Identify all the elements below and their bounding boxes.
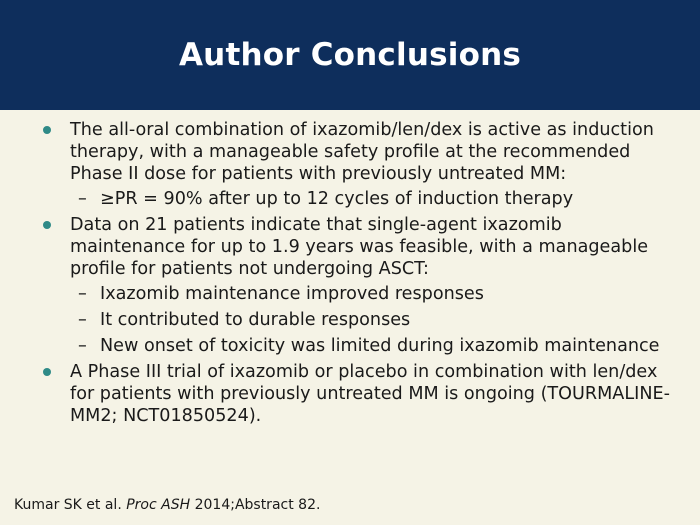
- title-banner: [0, 0, 700, 110]
- sub-bullet-item: [40, 283, 680, 305]
- bullet-dot-icon: [43, 221, 51, 229]
- dash-icon: –: [78, 310, 87, 330]
- citation-footer: [14, 497, 320, 513]
- sub-bullet-item: [40, 335, 680, 357]
- bullet-text: Data on 21 patients indicate that single-agent ixazomib maintenance for up to 1.9 years was feasible, with a manageable profile for patients not undergoing ASCT:: [70, 215, 649, 279]
- sub-bullet-text: ≥PR = 90% after up to 12 cycles of induction therapy: [100, 189, 574, 209]
- dash-icon: –: [78, 189, 87, 209]
- citation-authors: Kumar SK et al.: [14, 497, 122, 513]
- bullet-text: A Phase III trial of ixazomib or placebo in combination with len/dex for patients with previously untreated MM is ongoing (TOURMALINE-MM2; NCT01850524).: [70, 362, 670, 426]
- bullet-dot-icon: [43, 126, 51, 134]
- sub-bullet-text: Ixazomib maintenance improved responses: [100, 284, 484, 304]
- bullet-dot-icon: [43, 368, 51, 376]
- bullet-item: [40, 214, 680, 280]
- bullet-item: [40, 119, 680, 185]
- sub-bullet-item: [40, 188, 680, 210]
- sub-bullet-text: New onset of toxicity was limited during ixazomib maintenance: [100, 336, 660, 356]
- citation-details: 2014;Abstract 82.: [194, 497, 321, 513]
- citation-journal: Proc ASH: [126, 497, 191, 513]
- sub-bullet-item: [40, 309, 680, 331]
- bullet-list: [40, 119, 680, 430]
- bullet-item: [40, 361, 680, 427]
- slide-title: Author Conclusions: [178, 37, 521, 73]
- dash-icon: –: [78, 336, 87, 356]
- dash-icon: –: [78, 284, 87, 304]
- sub-bullet-text: It contributed to durable responses: [100, 310, 411, 330]
- bullet-text: The all-oral combination of ixazomib/len/dex is active as induction therapy, with a manageable safety profile at the recommended Phase II dose for patients with previously untreated MM:: [70, 120, 654, 184]
